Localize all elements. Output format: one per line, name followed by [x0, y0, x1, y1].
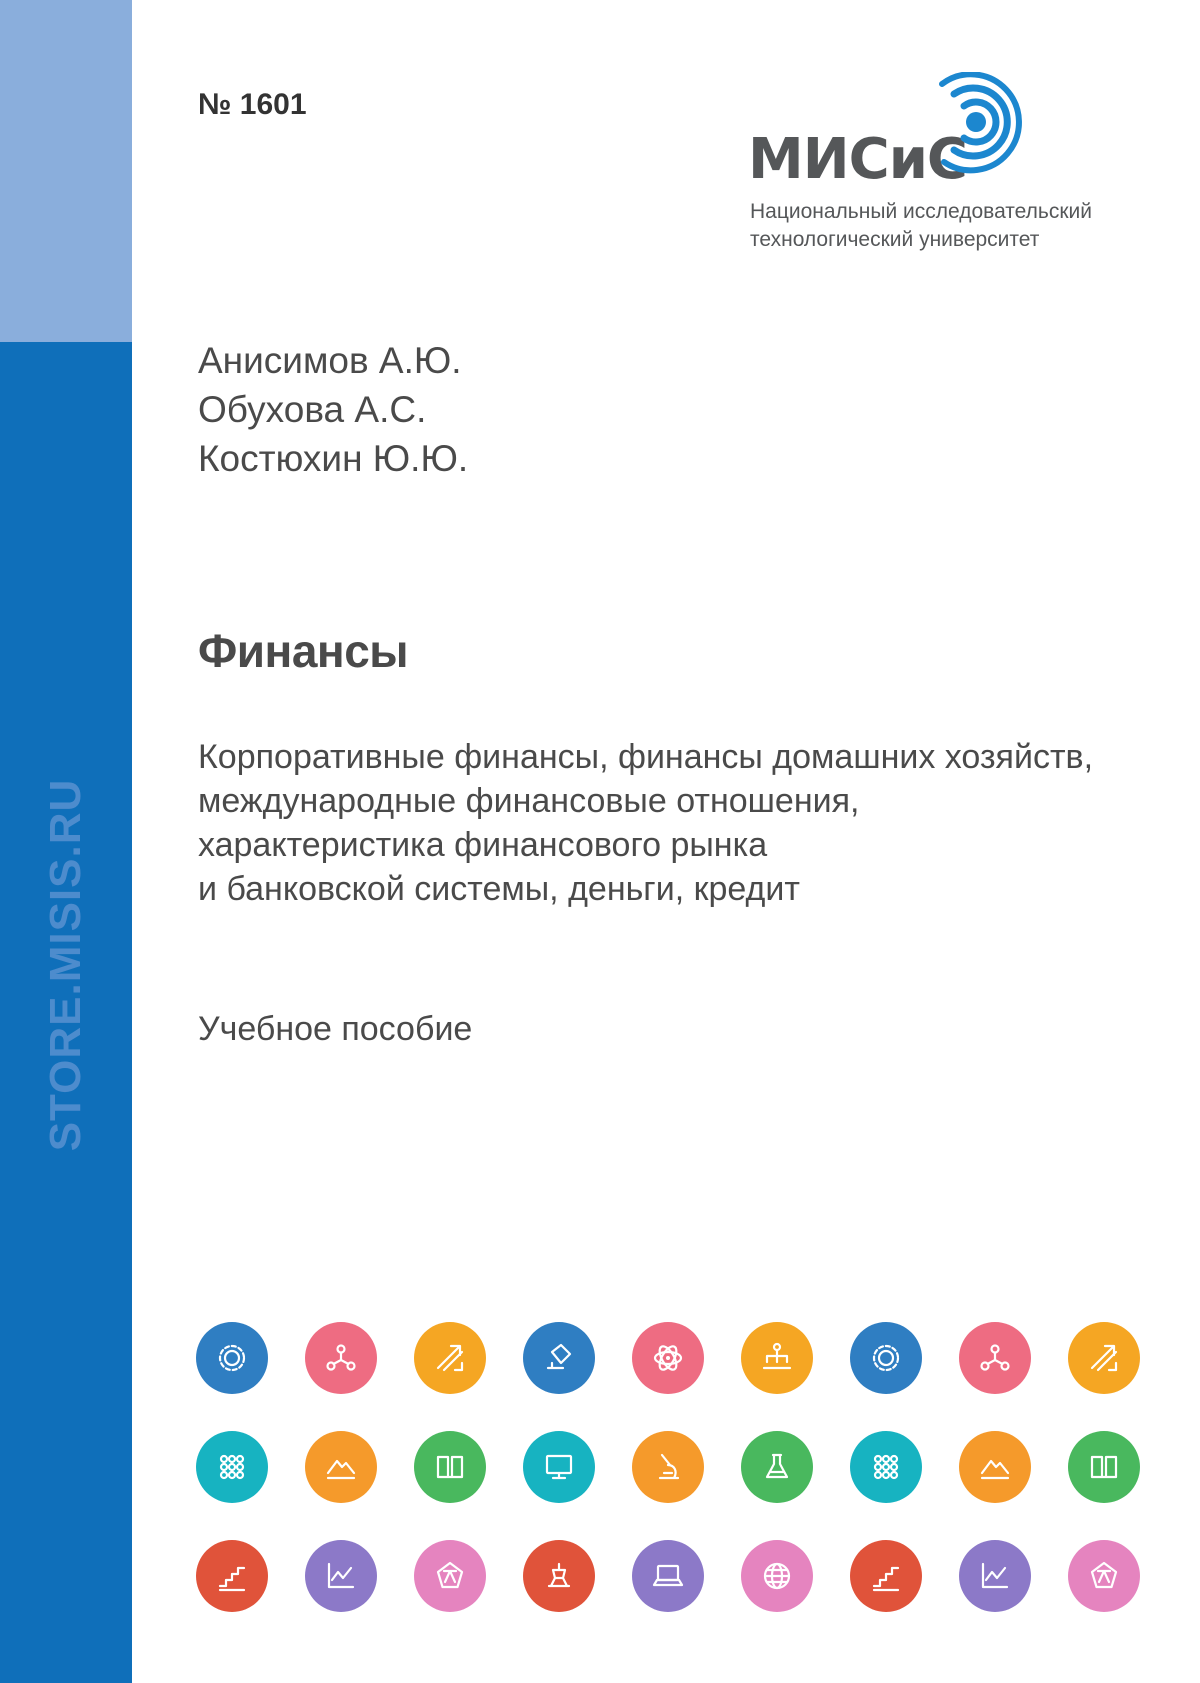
- monitor-badge: [523, 1431, 595, 1503]
- logo-caption-line: Национальный исследовательский: [750, 200, 1092, 223]
- dots-grid-icon: [866, 1447, 906, 1487]
- globe-icon: [757, 1556, 797, 1596]
- misis-logo: [748, 72, 1128, 262]
- logo-caption: [750, 198, 1092, 254]
- dots-grid-badge: [850, 1431, 922, 1503]
- line-chart-icon: [321, 1556, 361, 1596]
- subtitle-line: характеристика финансового рынка: [198, 826, 768, 864]
- laptop-badge: [632, 1540, 704, 1612]
- hierarchy-badge: [741, 1322, 813, 1394]
- subtitle-line: Корпоративные финансы, финансы домашних хозяйств,: [198, 738, 1094, 776]
- factory-robot-badge: [523, 1540, 595, 1612]
- subtitle-line: международные финансовые отношения,: [198, 782, 860, 820]
- open-book-icon: [1084, 1447, 1124, 1487]
- book-title: Финансы: [198, 625, 409, 677]
- authors-list: [198, 336, 468, 483]
- diagonal-arrows-badge: [414, 1322, 486, 1394]
- line-chart-badge: [959, 1540, 1031, 1612]
- microscope-icon: [648, 1447, 688, 1487]
- stairs-badge: [196, 1540, 268, 1612]
- mountain-icon: [321, 1447, 361, 1487]
- open-book-badge: [414, 1431, 486, 1503]
- stairs-badge: [850, 1540, 922, 1612]
- network-nodes-icon: [321, 1338, 361, 1378]
- gear-badge: [850, 1322, 922, 1394]
- mountain-icon: [975, 1447, 1015, 1487]
- stairs-icon: [212, 1556, 252, 1596]
- subject-icon-grid: [196, 1322, 1142, 1612]
- laptop-icon: [648, 1556, 688, 1596]
- pentagon-icon: [1084, 1556, 1124, 1596]
- hierarchy-icon: [757, 1338, 797, 1378]
- dots-grid-icon: [212, 1447, 252, 1487]
- atom-badge: [632, 1322, 704, 1394]
- pentagon-badge: [414, 1540, 486, 1612]
- network-nodes-icon: [975, 1338, 1015, 1378]
- line-chart-badge: [305, 1540, 377, 1612]
- pentagon-icon: [430, 1556, 470, 1596]
- gear-icon: [212, 1338, 252, 1378]
- factory-robot-icon: [539, 1556, 579, 1596]
- monitor-icon: [539, 1447, 579, 1487]
- pentagon-badge: [1068, 1540, 1140, 1612]
- gear-icon: [866, 1338, 906, 1378]
- flask-icon: [757, 1447, 797, 1487]
- paint-bucket-icon: [539, 1338, 579, 1378]
- book-subtitle: [198, 735, 1148, 911]
- microscope-badge: [632, 1431, 704, 1503]
- author-name: Костюхин Ю.Ю.: [198, 438, 469, 479]
- logo-wordmark: МИСиС: [748, 127, 968, 192]
- author-name: Анисимов А.Ю.: [198, 340, 462, 381]
- flask-badge: [741, 1431, 813, 1503]
- issue-number: № 1601: [198, 88, 307, 121]
- mountain-badge: [959, 1431, 1031, 1503]
- gear-badge: [196, 1322, 268, 1394]
- line-chart-icon: [975, 1556, 1015, 1596]
- logo-caption-line: технологический университет: [750, 228, 1040, 251]
- mountain-badge: [305, 1431, 377, 1503]
- network-nodes-badge: [305, 1322, 377, 1394]
- subtitle-line: и банковской системы, деньги, кредит: [198, 870, 800, 908]
- logo-target-icon: [934, 72, 1034, 182]
- diagonal-arrows-badge: [1068, 1322, 1140, 1394]
- stairs-icon: [866, 1556, 906, 1596]
- author-name: Обухова А.С.: [198, 389, 427, 430]
- globe-badge: [741, 1540, 813, 1612]
- dots-grid-badge: [196, 1431, 268, 1503]
- diagonal-arrows-icon: [1084, 1338, 1124, 1378]
- book-type: Учебное пособие: [198, 1010, 473, 1048]
- paint-bucket-badge: [523, 1322, 595, 1394]
- open-book-icon: [430, 1447, 470, 1487]
- diagonal-arrows-icon: [430, 1338, 470, 1378]
- store-url-vertical-text: STORE.MISIS.RU: [41, 778, 90, 1152]
- network-nodes-badge: [959, 1322, 1031, 1394]
- open-book-badge: [1068, 1431, 1140, 1503]
- side-band-top: [0, 0, 132, 342]
- atom-icon: [648, 1338, 688, 1378]
